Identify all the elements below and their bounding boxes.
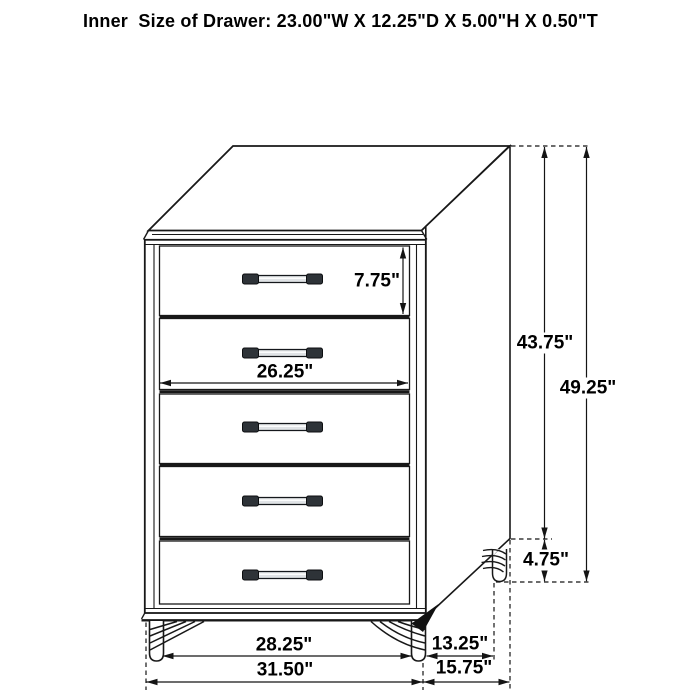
drawer-handle [243, 422, 323, 432]
dim-label-drawer-height: 7.75" [354, 270, 400, 292]
dim-label-leg-height: 4.75" [520, 550, 572, 571]
drawer-handle [243, 274, 323, 284]
drawer-handle [243, 348, 323, 358]
dim-label-side-leg-span: 13.25" [431, 633, 489, 655]
side-panel [426, 146, 510, 617]
dim-label-drawer-width: 26.25" [256, 361, 314, 383]
page-title: Inner Size of Drawer: 23.00"W X 12.25"D X 5.00"H X 0.50"T [83, 11, 598, 31]
dim-label-overall-height: 49.25" [557, 378, 620, 399]
dim-label-case-height: 43.75" [514, 333, 577, 354]
drawer-handle [243, 496, 323, 506]
drawer-handle [243, 570, 323, 580]
dim-label-overall-depth: 15.75" [435, 657, 493, 679]
front-left-leg [150, 621, 205, 661]
dim-label-overall-width: 31.50" [256, 659, 314, 681]
dim-label-front-leg-span: 28.25" [255, 634, 313, 656]
